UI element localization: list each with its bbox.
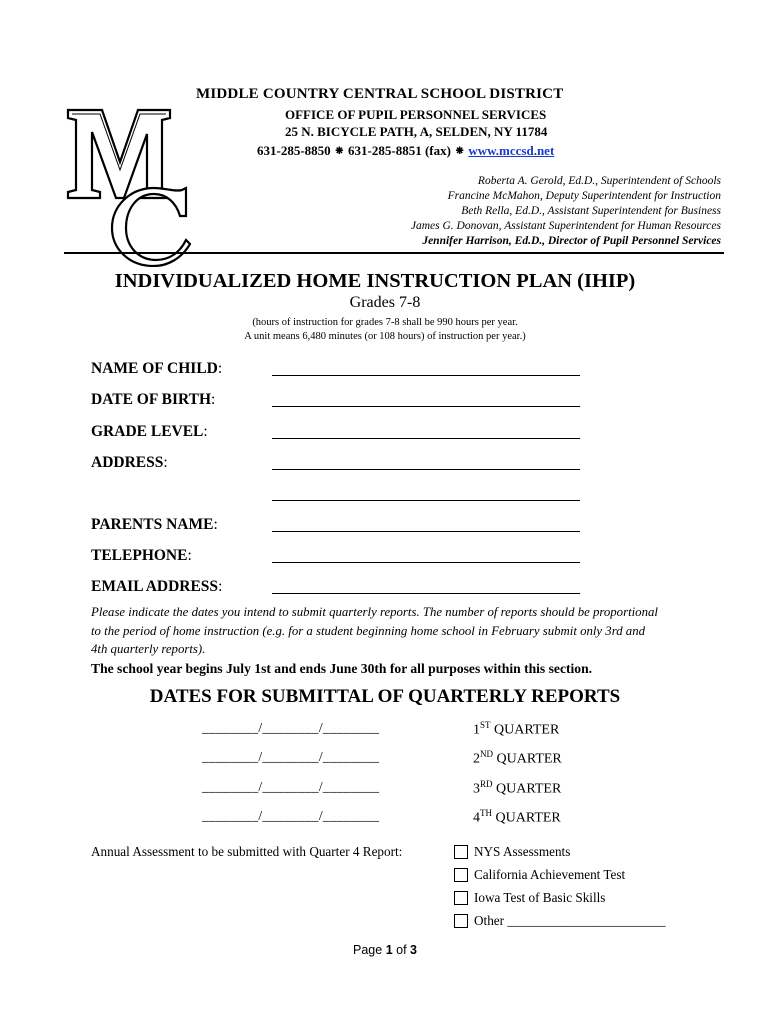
assessment-option-nys[interactable]: NYS Assessments [454, 844, 570, 860]
grade-level-field[interactable] [272, 438, 580, 439]
date-of-birth-label: DATE OF BIRTH: [91, 391, 216, 408]
assessment-option-cat[interactable]: California Achievement Test [454, 867, 625, 883]
annual-assessment-label: Annual Assessment to be submitted with Quarter 4 Report: [91, 844, 403, 859]
assessment-option-other[interactable]: Other ________________________ [454, 913, 666, 929]
name-of-child-field[interactable] [272, 375, 580, 376]
hours-note-line-2: A unit means 6,480 minutes (or 108 hours) of instruction per year.) [244, 331, 526, 342]
grade-level-label: GRADE LEVEL: [91, 423, 208, 440]
district-logo [62, 92, 212, 267]
assessment-option-iowa[interactable]: Iowa Test of Basic Skills [454, 890, 605, 906]
grades-subtitle: Grades 7-8 [349, 294, 421, 311]
iowa-checkbox[interactable] [454, 891, 468, 905]
form-title: INDIVIDUALIZED HOME INSTRUCTION PLAN (IHIP) [114, 270, 636, 292]
q3-date-field[interactable]: ________/________/________ [202, 779, 380, 794]
q1-label: 1ST QUARTER [473, 720, 560, 738]
date-of-birth-field[interactable] [272, 406, 580, 407]
phone-fax: 631-285-8850 ⁕ 631-285-8851 (fax) ⁕ [257, 143, 466, 158]
q3-label: 3RD QUARTER [473, 779, 562, 797]
nys-checkbox[interactable] [454, 845, 468, 859]
q2-date-field[interactable]: ________/________/________ [202, 749, 380, 764]
address-field-line-1[interactable] [272, 469, 580, 470]
address-label: ADDRESS: [91, 454, 168, 471]
q1-date-field[interactable]: ________/________/________ [202, 720, 380, 735]
staff-asst-superintendent-business: Beth Rella, Ed.D., Assistant Superintendent for Business [461, 205, 721, 217]
staff-director-pps: Jennifer Harrison, Ed.D., Director of Pupil Personnel Services [422, 235, 721, 247]
cat-checkbox[interactable] [454, 868, 468, 882]
parents-name-field[interactable] [272, 531, 580, 532]
name-of-child-label: NAME OF CHILD: [91, 360, 223, 377]
hours-note-line-1: (hours of instruction for grades 7-8 shall be 990 hours per year. [252, 317, 518, 328]
email-address-field[interactable] [272, 593, 580, 594]
parents-name-label: PARENTS NAME: [91, 516, 218, 533]
school-year-note: The school year begins July 1st and ends June 30th for all purposes within this section. [91, 661, 593, 676]
staff-asst-superintendent-hr: James G. Donovan, Assistant Superintendent for Human Resources [410, 220, 721, 232]
q4-label: 4TH QUARTER [473, 808, 561, 826]
address-field-line-2[interactable] [272, 500, 580, 501]
q2-label: 2ND QUARTER [473, 749, 562, 767]
office-name: OFFICE OF PUPIL PERSONNEL SERVICES [285, 107, 547, 122]
telephone-field[interactable] [272, 562, 580, 563]
other-checkbox[interactable] [454, 914, 468, 928]
district-address: 25 N. BICYCLE PATH, A, SELDEN, NY 11784 [285, 124, 548, 139]
email-address-label: EMAIL ADDRESS: [91, 578, 223, 595]
header-divider [64, 252, 724, 254]
staff-deputy-superintendent: Francine McMahon, Deputy Superintendent for Instruction [447, 190, 721, 202]
staff-superintendent: Roberta A. Gerold, Ed.D., Superintendent of Schools [477, 175, 721, 187]
contact-line [257, 143, 554, 159]
telephone-label: TELEPHONE: [91, 547, 192, 564]
quarterly-report-instructions: Please indicate the dates you intend to submit quarterly reports. The number of reports should be proportional to the period of home instruction (e.g. for a student beginning home school in February submit only 3rd and 4th quarterly reports). [91, 605, 658, 656]
dates-section-title: DATES FOR SUBMITTAL OF QUARTERLY REPORTS [149, 686, 621, 707]
q4-date-field[interactable]: ________/________/________ [202, 808, 380, 823]
district-name: MIDDLE COUNTRY CENTRAL SCHOOL DISTRICT [196, 86, 564, 102]
website-link[interactable]: www.mccsd.net [468, 143, 555, 158]
page-number: Page 1 of 3 [353, 943, 417, 957]
